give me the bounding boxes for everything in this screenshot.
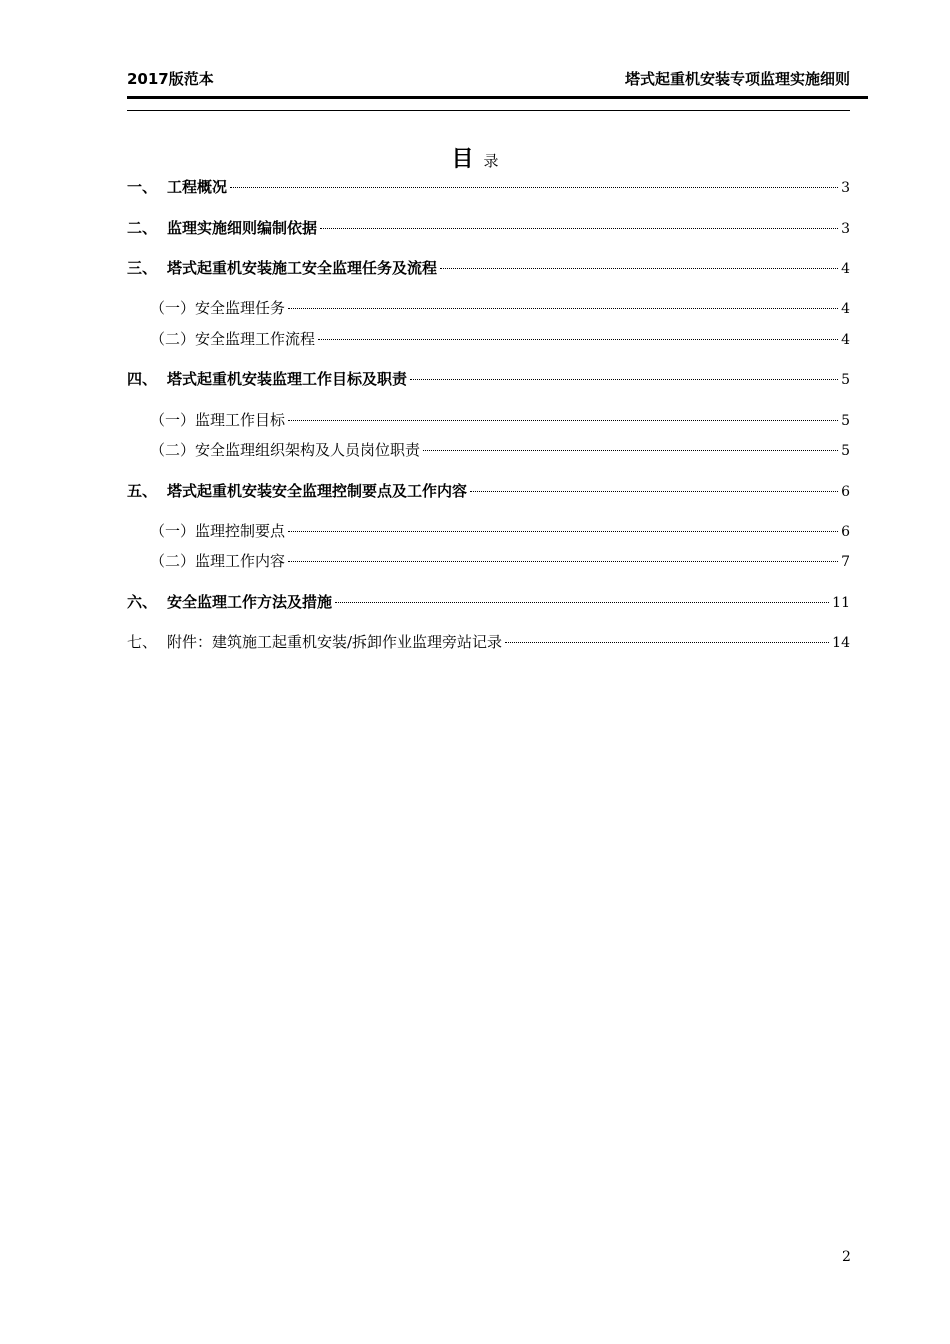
page-header: [127, 66, 868, 92]
toc-dot-leader: [440, 268, 838, 269]
toc-dot-leader: [335, 602, 829, 603]
header-rule-thick: [127, 96, 868, 99]
toc-entry-5[interactable]: [127, 480, 850, 502]
toc-entry-number: 三、: [127, 259, 158, 277]
toc-entry-text: （一）安全监理任务: [150, 299, 286, 317]
toc-entry-text: 安全监理工作方法及措施: [167, 593, 333, 611]
toc-entry-3[interactable]: [127, 257, 850, 279]
toc-entry-page: 5: [841, 413, 850, 429]
toc-entry-5-1[interactable]: [150, 520, 850, 542]
toc-dot-leader: [230, 187, 838, 188]
toc-entry-3-2[interactable]: [150, 328, 850, 350]
toc-entry-text: 塔式起重机安装安全监理控制要点及工作内容: [167, 482, 468, 500]
toc-entry-page: 5: [841, 443, 850, 459]
toc-entry-page: 6: [841, 484, 850, 500]
toc-entry-text: 监理实施细则编制依据: [167, 219, 318, 237]
header-document-title: 塔式起重机安装专项监理实施细则: [624, 70, 850, 88]
toc-dot-leader: [505, 642, 829, 643]
toc-entry-page: 4: [841, 332, 850, 348]
toc-dot-leader: [410, 379, 838, 380]
toc-entry-number: 六、: [127, 593, 158, 611]
toc-dot-leader: [320, 228, 838, 229]
toc-dot-leader: [470, 491, 838, 492]
header-edition: 2017版范本: [127, 70, 214, 88]
toc-entry-text: （二）监理工作内容: [150, 552, 286, 570]
toc-dot-leader: [423, 450, 838, 451]
toc-entry-page: 6: [841, 524, 850, 540]
toc-entry-number: 七、: [127, 633, 158, 651]
toc-dot-leader: [288, 561, 838, 562]
toc-title-main: 目: [451, 147, 474, 172]
toc-entry-page: 5: [841, 372, 850, 388]
toc-entry-5-2[interactable]: [150, 550, 850, 572]
toc-entry-6[interactable]: [127, 591, 850, 613]
toc-title-secondary: 录: [483, 152, 499, 170]
toc-entry-number: 四、: [127, 370, 158, 388]
toc-dot-leader: [288, 308, 838, 309]
toc-entry-number: 二、: [127, 219, 158, 237]
toc-entry-3-1[interactable]: [150, 297, 850, 319]
toc-entry-text: 工程概况: [167, 178, 228, 196]
toc-entry-page: 11: [832, 595, 850, 611]
toc-entry-page: 4: [841, 261, 850, 277]
toc-entry-number: 五、: [127, 482, 158, 500]
toc-dot-leader: [288, 420, 838, 421]
toc-entry-page: 7: [841, 554, 850, 570]
toc-entry-page: 4: [841, 301, 850, 317]
toc-entry-page: 3: [841, 180, 850, 196]
toc-entry-4[interactable]: [127, 368, 850, 390]
toc-entry-page: 3: [841, 221, 850, 237]
toc-entry-text: （二）安全监理组织架构及人员岗位职责: [150, 441, 421, 459]
toc-entry-2[interactable]: [127, 217, 850, 239]
header-rule-thin: [127, 110, 850, 111]
toc-entry-text: （二）安全监理工作流程: [150, 330, 316, 348]
page-number: 2: [842, 1249, 851, 1265]
toc-entry-4-1[interactable]: [150, 409, 850, 431]
toc-dot-leader: [288, 531, 838, 532]
toc-entry-page: 14: [832, 635, 850, 651]
toc-entry-text: 塔式起重机安装施工安全监理任务及流程: [167, 259, 438, 277]
toc-title: [0, 142, 950, 173]
toc-entry-number: 一、: [127, 178, 158, 196]
toc-entry-text: 塔式起重机安装监理工作目标及职责: [167, 370, 408, 388]
toc-entry-text: 附件：建筑施工起重机安装/拆卸作业监理旁站记录: [167, 633, 503, 651]
toc-entry-text: （一）监理控制要点: [150, 522, 286, 540]
toc-entry-text: （一）监理工作目标: [150, 411, 286, 429]
toc-dot-leader: [318, 339, 838, 340]
toc-entry-4-2[interactable]: [150, 439, 850, 461]
toc-entry-1[interactable]: [127, 176, 850, 198]
toc-entry-7[interactable]: [127, 631, 850, 653]
